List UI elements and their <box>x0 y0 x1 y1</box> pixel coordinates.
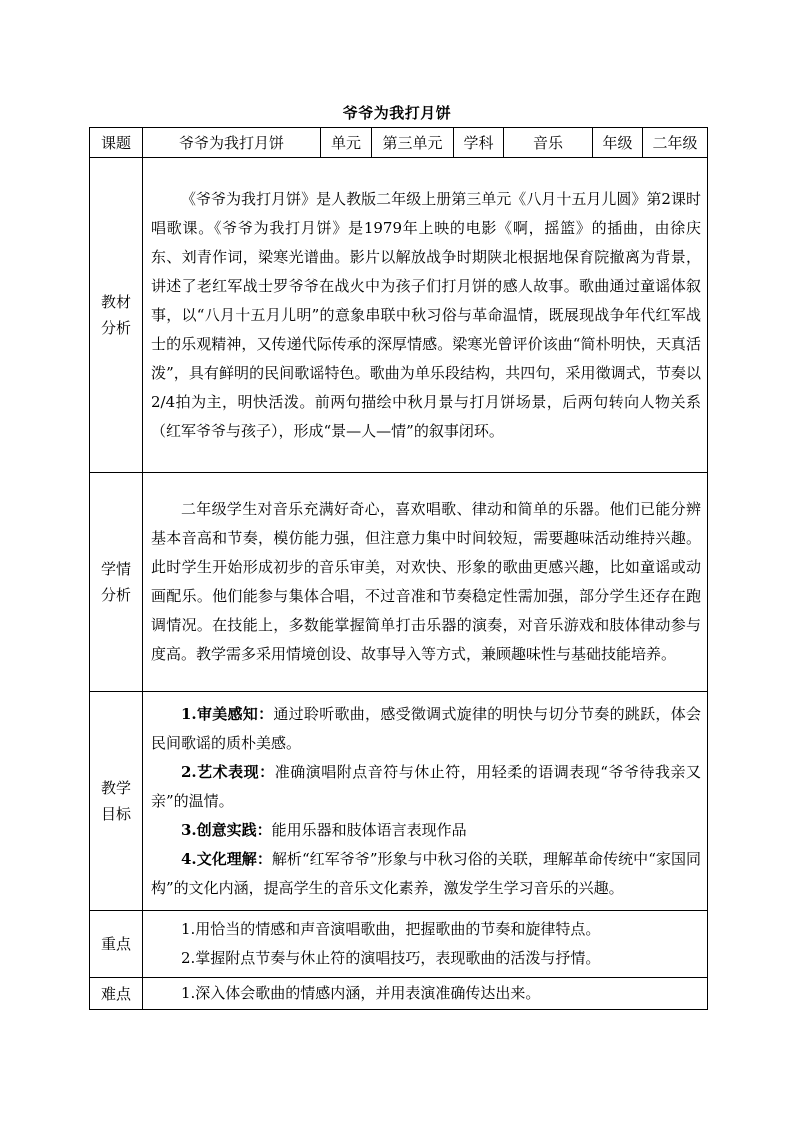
document-title: 爷爷为我打月饼 <box>342 104 452 122</box>
student-analysis-row <box>90 473 708 692</box>
objective-text: 解析“红军爷爷”形象与中秋习俗的关联，理解革命传统中“家国同构”的文化内涵，提高学生的音乐文化素养，激发学生学习音乐的兴趣。 <box>151 849 701 897</box>
objective-title: 3.创意实践： <box>181 820 272 839</box>
student-analysis-label-line2: 分析 <box>100 586 131 604</box>
objective-title: 4.文化理解： <box>181 849 272 868</box>
objectives-content <box>143 692 708 911</box>
difficulties-content <box>143 978 708 1010</box>
student-analysis-content <box>143 473 708 692</box>
objective-text: 能用乐器和肢体语言表现作品 <box>271 820 467 839</box>
difficulty-item: 1.深入体会歌曲的情感内涵，并用表演准确传达出来。 <box>181 984 541 1002</box>
student-analysis-text: 二年级学生对音乐充满好奇心，喜欢唱歌、律动和简单的乐器。他们已能分辨基本音高和节奏，模仿能力强，但注意力集中时间较短，需要趣味活动维持兴趣。此时学生开始形成初步的音乐审美，对欢快、形象的歌曲更感兴趣，比如童谣或动画配乐。他们能参与集体合唱，不过音准和节奏稳定性需加强，部分学生还存在跑调情况。在技能上，多数能掌握简单打击乐器的演奏，对音乐游戏和肢体律动参与度高。教学需多采用情境创设、故事导入等方式，兼顾趣味性与基础技能培养。 <box>151 500 701 663</box>
grade-value: 二年级 <box>643 128 708 158</box>
objective-item <box>151 758 701 816</box>
unit-label: 单元 <box>321 128 372 158</box>
key-point-item: 1.用恰当的情感和声音演唱歌曲，把握歌曲的节奏和旋律特点。 <box>181 920 601 938</box>
key-point-item: 2.掌握附点节奏与休止符的演唱技巧，表现歌曲的活泼与抒情。 <box>181 949 601 967</box>
material-analysis-content <box>143 158 708 473</box>
material-analysis-label <box>90 158 143 473</box>
objective-title: 1.审美感知： <box>181 704 274 723</box>
topic-label: 课题 <box>90 128 143 158</box>
key-points-row <box>90 911 708 978</box>
unit-value: 第三单元 <box>372 128 454 158</box>
subject-label: 学科 <box>454 128 504 158</box>
topic-value: 爷爷为我打月饼 <box>143 128 321 158</box>
material-analysis-row <box>90 158 708 473</box>
grade-label: 年级 <box>593 128 643 158</box>
objectives-row <box>90 692 708 911</box>
objectives-label-line2: 目标 <box>100 805 131 823</box>
key-points-content <box>143 911 708 978</box>
objective-item <box>151 700 701 758</box>
difficulties-label: 难点 <box>90 978 143 1010</box>
difficulties-row <box>90 978 708 1010</box>
header-row <box>90 128 708 158</box>
lesson-plan-table <box>89 127 708 1010</box>
objective-title: 2.艺术表现： <box>181 762 275 781</box>
material-analysis-label-line2: 分析 <box>100 319 131 337</box>
material-analysis-text: 《爷爷为我打月饼》是人教版二年级上册第三单元《八月十五月儿圆》第2课时唱歌课。《爷爷为我打月饼》是1979年上映的电影《啊，摇篮》的插曲，由徐庆东、刘青作词，梁寒光谱曲。影片以解放战争时期陕北根据地保育院撤离为背景，讲述了老红军战士罗爷爷在战火中为孩子们打月饼的感人故事。歌曲通过童谣体叙事，以“八月十五月儿明”的意象串联中秋习俗与革命温情，既展现战争年代红军战士的乐观精神，又传递代际传承的深厚情感。梁寒光曾评价该曲“简朴明快，天真活泼”，具有鲜明的民间歌谣特色。歌曲为单乐段结构，共四句，采用徵调式，节奏以2/4拍为主，明快活泼。前两句描绘中秋月景与打月饼场景，后两句转向人物关系（红军爷爷与孩子），形成“景—人—情”的叙事闭环。 <box>151 189 701 440</box>
key-points-label: 重点 <box>90 911 143 978</box>
material-analysis-label-line1: 教材 <box>100 293 131 311</box>
objective-text: 准确演唱附点音符与休止符，用轻柔的语调表现“爷爷待我亲又亲”的温情。 <box>151 762 702 810</box>
objective-item <box>151 845 701 903</box>
objective-item <box>151 816 701 845</box>
objectives-label-line1: 教学 <box>100 779 131 797</box>
objectives-label <box>90 692 143 911</box>
subject-value: 音乐 <box>504 128 593 158</box>
student-analysis-label-line1: 学情 <box>100 560 131 578</box>
student-analysis-label <box>90 473 143 692</box>
objective-text: 通过聆听歌曲，感受徵调式旋律的明快与切分节奏的跳跃，体会民间歌谣的质朴美感。 <box>151 704 701 752</box>
